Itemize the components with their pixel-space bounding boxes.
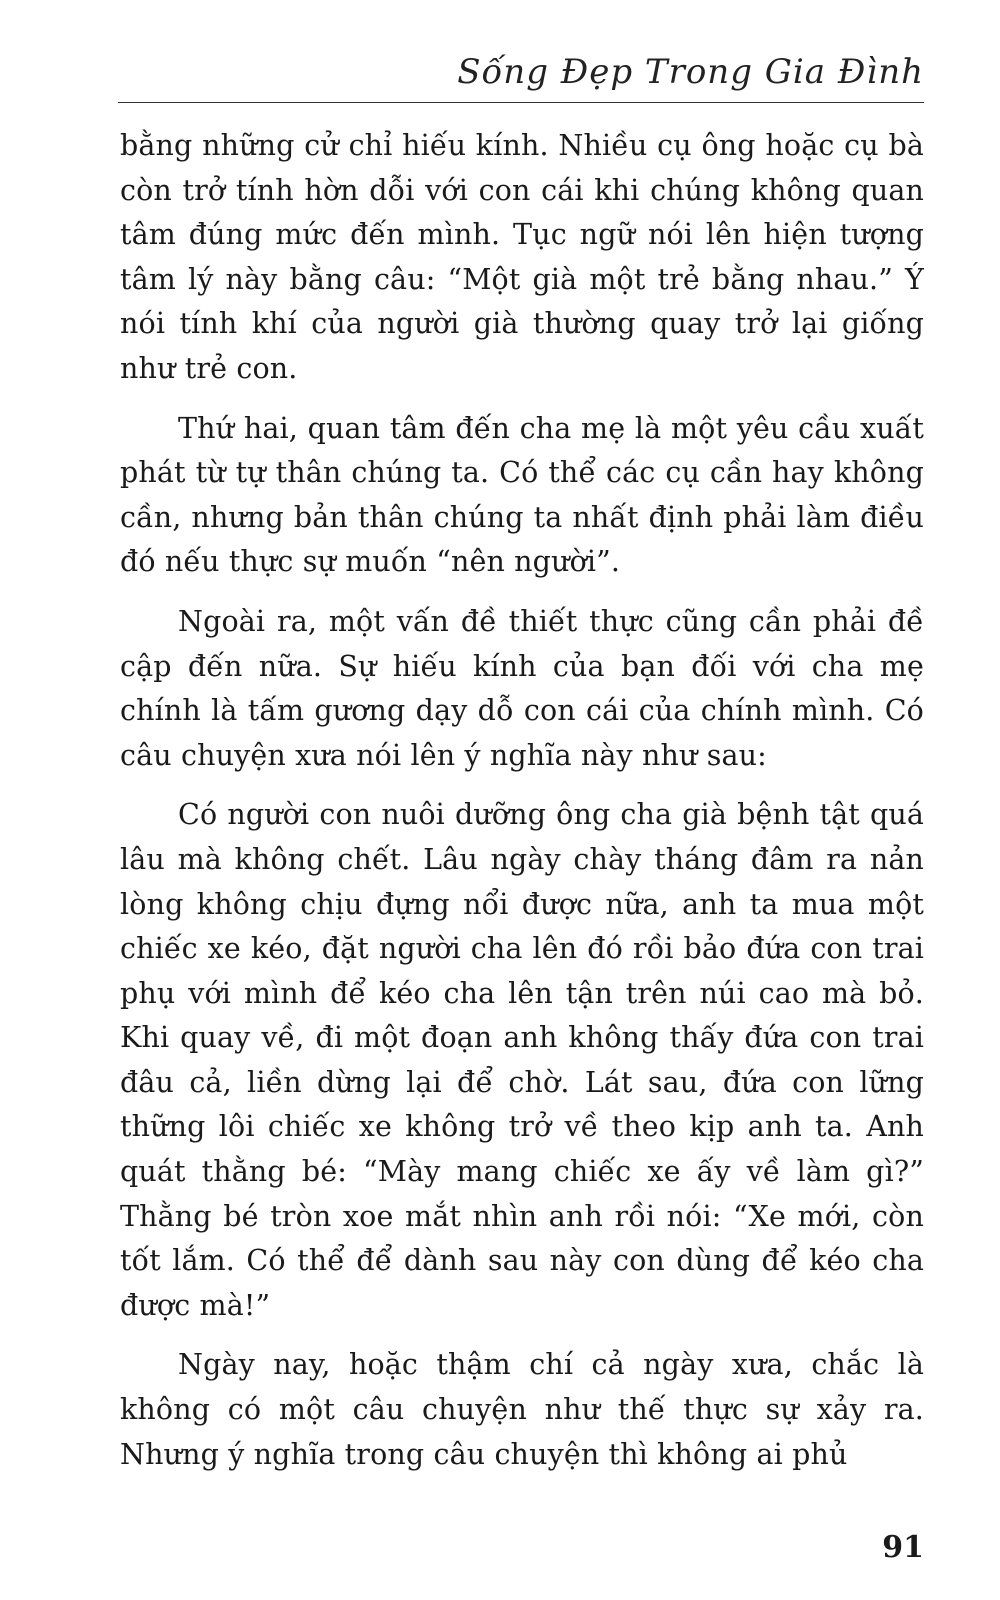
paragraph-1: bằng những cử chỉ hiếu kính. Nhiều cụ ông hoặc cụ bà còn trở tính hờn dỗi với con cái khi chúng không quan tâm đúng mức đến mình. Tục ngữ nói lên hiện tượng tâm lý này bằng câu: “Một già một trẻ bằng nhau.” Ý nói tính khí của người già thường quay trở lại giống như trẻ con. (120, 129, 924, 385)
paragraph-3: Ngoài ra, một vấn đề thiết thực cũng cần phải đề cập đến nữa. Sự hiếu kính của bạn đối với cha mẹ chính là tấm gương dạy dỗ con cái của chính mình. Có câu chuyện xưa nói lên ý nghĩa này như sau: (120, 604, 924, 772)
paragraph-4: Có người con nuôi dưỡng ông cha già bệnh tật quá lâu mà không chết. Lâu ngày chày tháng đâm ra nản lòng không chịu đựng nổi được nữa, anh ta mua một chiếc xe kéo, đặt người cha lên đó rồi bảo đứa con trai phụ với mình để kéo cha lên tận trên núi cao mà bỏ. Khi quay về, đi một đoạn anh không thấy đứa con trai đâu cả, liền dừng lại để chờ. Lát sau, đứa con lững thững lôi chiếc xe không trở về theo kịp anh ta. Anh quát thằng bé: “Mày mang chiếc xe ấy về làm gì?” Thằng bé tròn xoe mắt nhìn anh rồi nói: “Xe mới, còn tốt lắm. Có thể để dành sau này con dùng để kéo cha được mà!” (120, 798, 924, 1322)
paragraph-2: Thứ hai, quan tâm đến cha mẹ là một yêu cầu xuất phát từ tự thân chúng ta. Có thể các cụ cần hay không cần, nhưng bản thân chúng ta nhất định phải làm điều đó nếu thực sự muốn “nên người”. (120, 411, 924, 579)
paragraph-5: Ngày nay, hoặc thậm chí cả ngày xưa, chắc là không có một câu chuyện như thế thực sự xảy ra. Nhưng ý nghĩa trong câu chuyện thì không ai phủ (120, 1348, 924, 1471)
running-header: Sống Đẹp Trong Gia Đình (457, 52, 924, 92)
header-rule (118, 102, 924, 103)
page-number: 91 (882, 1530, 924, 1565)
body-text (120, 124, 924, 1492)
